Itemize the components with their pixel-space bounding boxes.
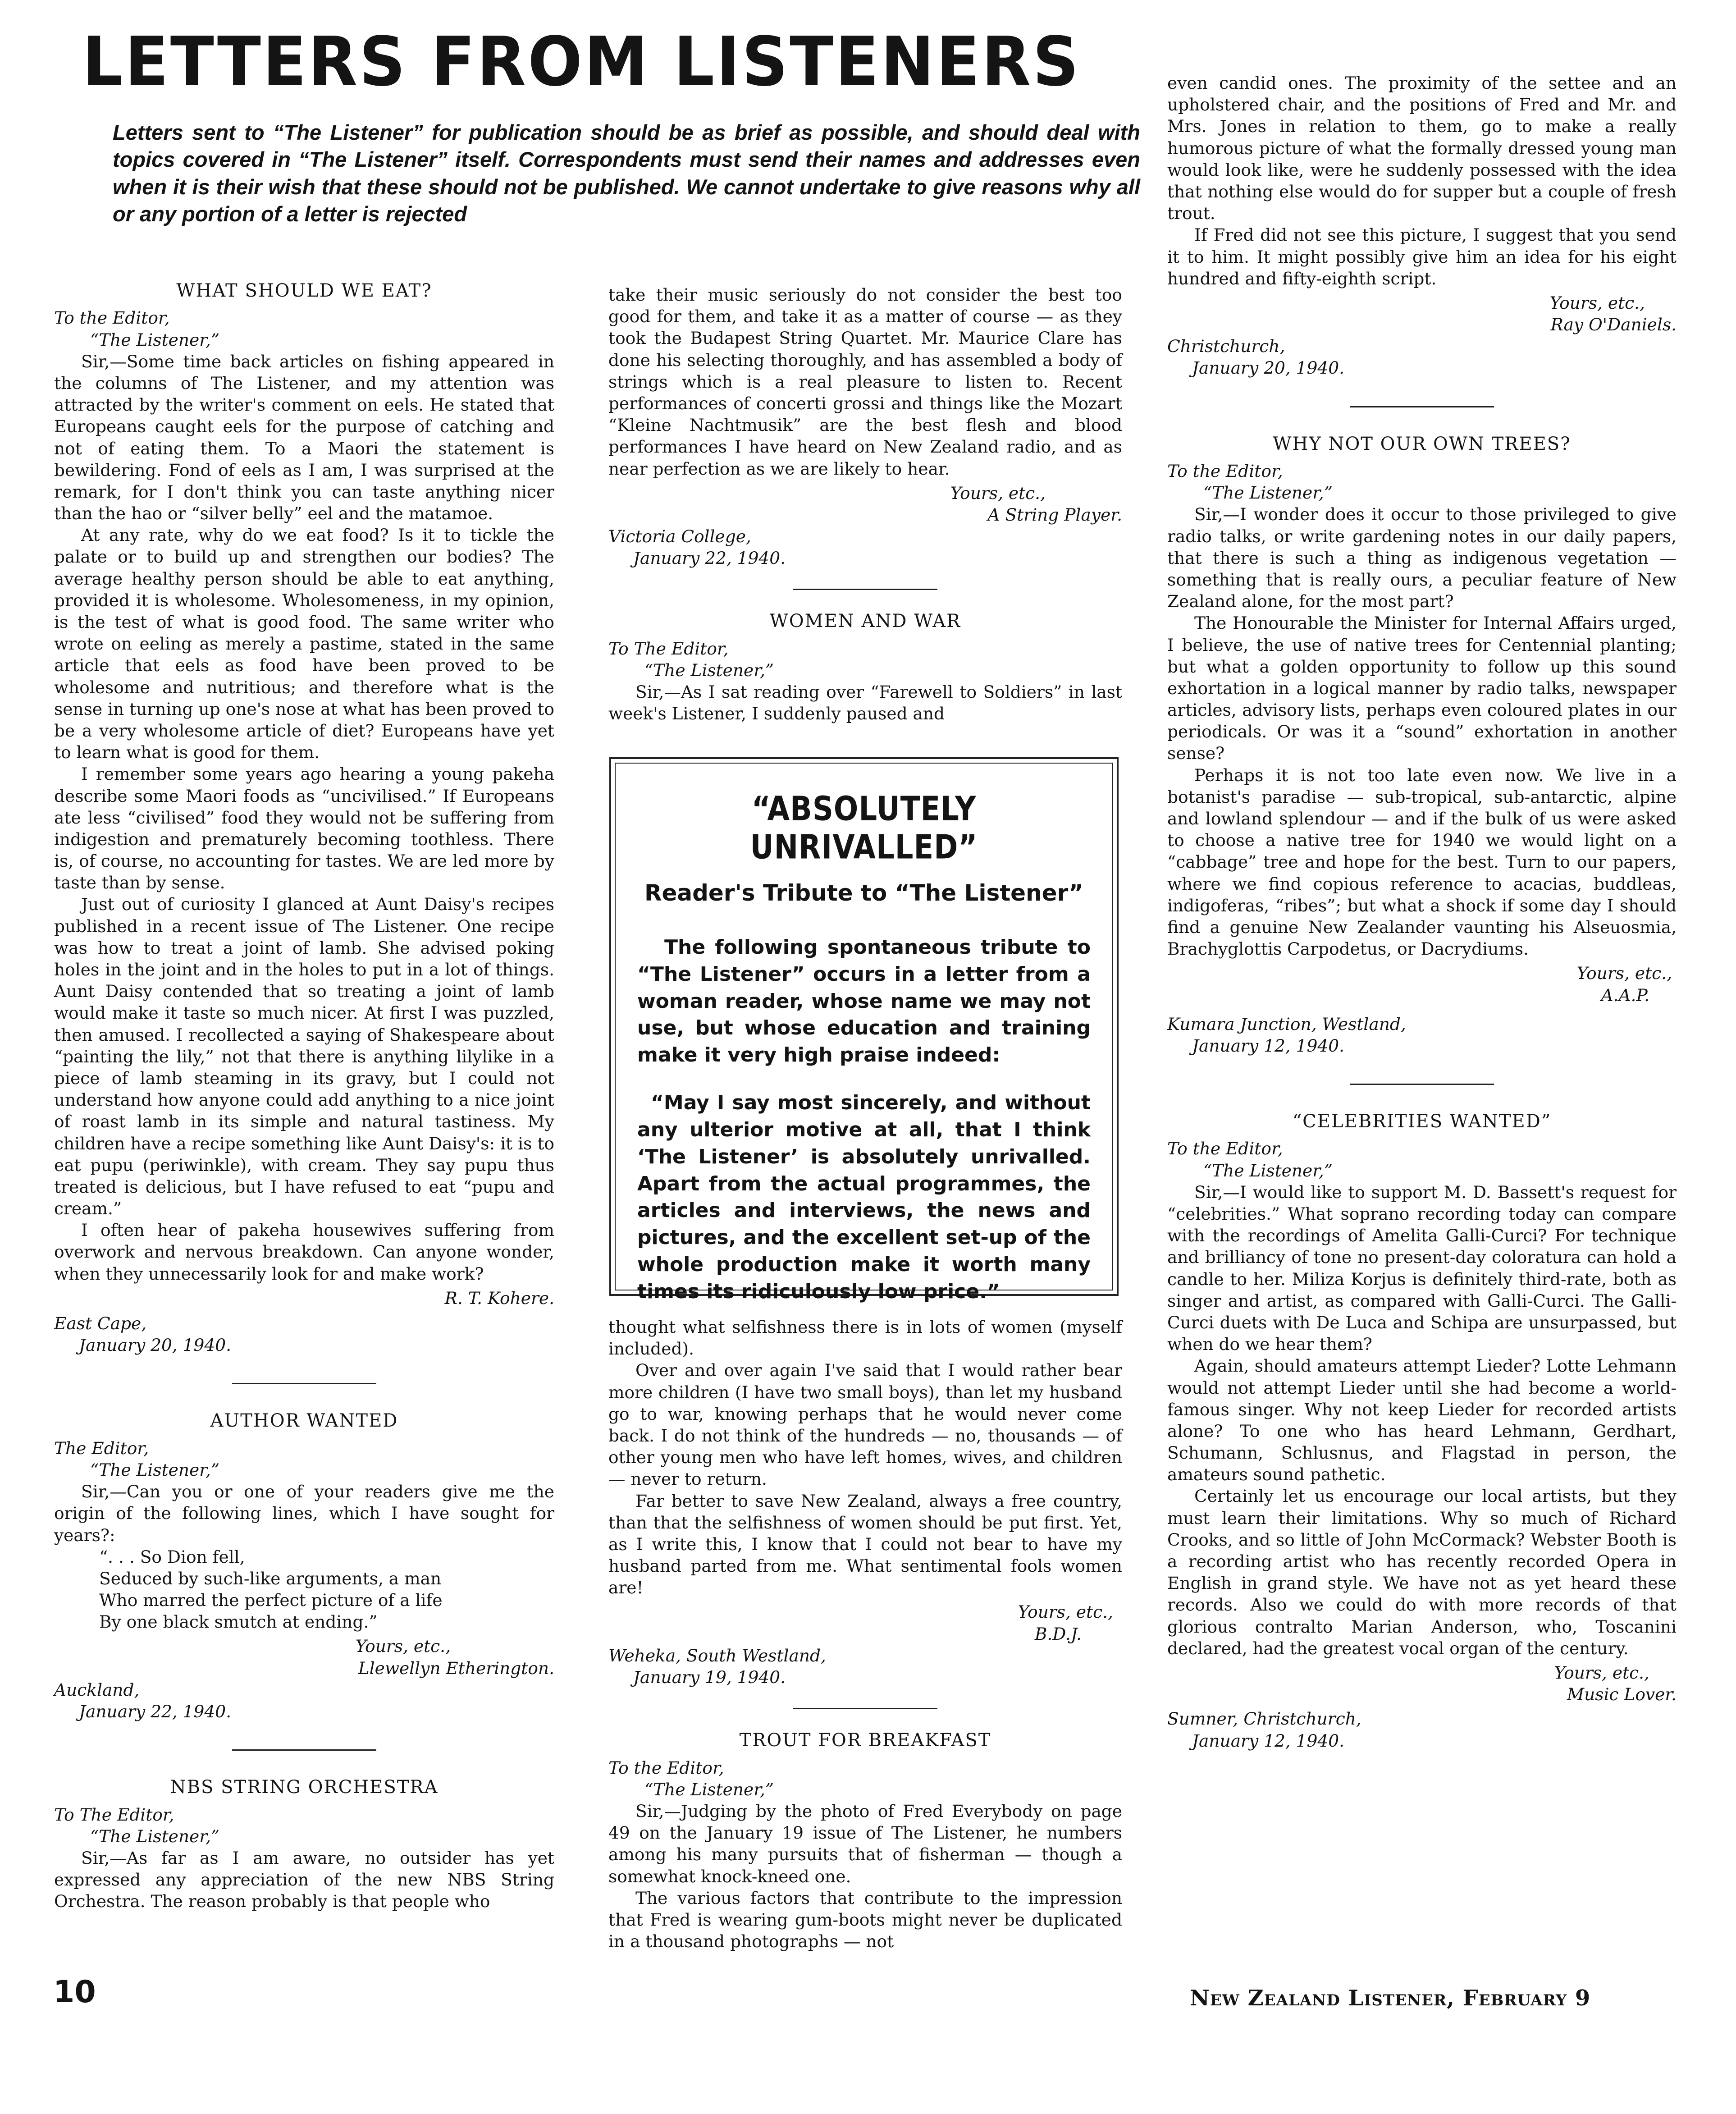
salutation-paper: “The Listener,” bbox=[1203, 483, 1333, 503]
signature: R. T. Kohere. bbox=[444, 1288, 554, 1308]
letter-headline: WOMEN AND WAR bbox=[769, 611, 961, 632]
letter-paragraph: The Honourable the Minister for Internal Affairs urged, I believe, the use of native trees for Centennial planting; but what a golden opportunity to follow up this sound exhortation in a logical manner by radio talks, newspaper articles, advisory lists, perhaps even coloured plates in our periodicals. Or was it a “sound” exhortation in another sense? bbox=[1167, 613, 1677, 764]
letter-paragraph: Far better to save New Zealand, always a free country, than that the selfishness of women should be put first. Yet, as I write this, I know that I could not bear to have my husband parted from me. What sentimental fools women are! bbox=[608, 1491, 1122, 1598]
letter-paragraph: I often hear of pakeha housewives suffering from overwork and nervous breakdown. Can anyone wonder, when they unnecessarily look for and make work? bbox=[54, 1220, 554, 1284]
divider bbox=[1350, 406, 1494, 407]
letter-paragraph: Sir,—I would like to support M. D. Bassett's request for “celebrities.” What soprano recording today can compare with the recordings of Amelita Galli-Curci? For technique and brilliancy of tone no present-day coloratura can hold a candle to her. Miliza Korjus is definitely third-rate, both as singer and artist, as compared with Galli-Curci. The Galli-Curci duets with De Luca and Schipa are unsurpassed, but when do we hear them? bbox=[1167, 1182, 1677, 1354]
page-header bbox=[54, 23, 1140, 228]
letter-date: January 20, 1940. bbox=[79, 1335, 231, 1355]
letter-paragraph: Sir,—Judging by the photo of Fred Everybody on page 49 on the January 19 issue of The Listener, he numbers among his many pursuits that of fisherman — though a somewhat knock-kneed one. bbox=[608, 1801, 1122, 1886]
salutation: The Editor, bbox=[54, 1438, 149, 1458]
salutation: To The Editor, bbox=[608, 638, 729, 659]
sender-place: Sumner, Christchurch, bbox=[1167, 1709, 1361, 1729]
letter-paragraph-continued: even candid ones. The proximity of the settee and an upholstered chair, and the positions of Fred and Mr. and Mrs. Jones in relation to them, go to make a really humorous picture of what the formally dressed young man would look like, were he suddenly possessed with the idea that nothing else would do for supper but a couple of fresh trout. bbox=[1167, 73, 1677, 224]
letter-paragraph: Again, should amateurs attempt Lieder? Lotte Lehmann would not attempt Lieder until she had become a world-famous singer. Why not keep Lieder for recorded artists alone? To one who has heard Lehmann, Gerdhart, Schumann, Schlusnus, and Flagstad in person, the amateurs sound pathetic. bbox=[1167, 1356, 1677, 1485]
masthead: LETTERS FROM LISTENERS bbox=[82, 23, 1081, 101]
column-1 bbox=[54, 279, 554, 1913]
signature: Llewellyn Etherington. bbox=[358, 1658, 554, 1678]
signature-closing: Yours, etc., bbox=[1549, 293, 1645, 313]
column-2 bbox=[608, 284, 1122, 725]
letter-date: January 12, 1940. bbox=[1192, 1035, 1344, 1056]
verse-line: By one black smutch at ending.” bbox=[99, 1612, 378, 1632]
letter-what-should-we-eat bbox=[54, 279, 554, 1356]
letter-paragraph: Perhaps it is not too late even now. We live in a botanist's paradise — sub-tropical, sub-antarctic, alpine and lowland splendour — and if the bulk of us were asked to choose a native tree for 1940 we would light on a “cabbage” tree and hope for the best. Turn to our papers, where we find copious reference to acacias, buddleas, indigoferas, “ribes”; but what a shock if some day I should find a genuine New Zealander vaunting his Alseuosmia, Brachyglottis Carpodetus, or Dacrydiums. bbox=[1167, 765, 1677, 959]
divider bbox=[1350, 1084, 1494, 1085]
letter-paragraph: Sir,—As far as I am aware, no outsider has yet expressed any appreciation of the new NBS String Orchestra. The reason probably is that people who bbox=[54, 1848, 554, 1912]
verse-line: “. . . So Dion fell, bbox=[99, 1547, 245, 1567]
sender-place: East Cape, bbox=[54, 1313, 147, 1334]
salutation: To the Editor, bbox=[1167, 461, 1283, 481]
letter-paragraph: Sir,—Some time back articles on fishing appeared in the columns of The Listener, and my attention was attracted by the writer's comment on eels. He stated that Europeans caught eels for the purpose of catching and not of eating them. To a Maori the statement is bewildering. Fond of eels as I am, I was surprised at the remark, for I don't think you can taste anything nicer than the hao or “silver belly” eel and the matamoe. bbox=[54, 351, 554, 524]
verse-line: Who marred the perfect picture of a life bbox=[99, 1590, 443, 1611]
letter-paragraph: Sir,—Can you or one of your readers give me the origin of the following lines, which I have sought for years?: bbox=[54, 1482, 554, 1545]
letter-date: January 22, 1940. bbox=[633, 548, 786, 568]
letter-paragraph: Sir,—As I sat reading over “Farewell to Soldiers” in last week's Listener, I suddenly paused and bbox=[608, 682, 1122, 724]
letter-author-wanted bbox=[54, 1409, 554, 1722]
divider bbox=[232, 1749, 376, 1751]
sender-place: Auckland, bbox=[54, 1679, 140, 1700]
letter-headline: NBS STRING ORCHESTRA bbox=[170, 1777, 439, 1798]
signature-closing: Yours, etc., bbox=[950, 483, 1046, 503]
signature: Ray O'Daniels. bbox=[1550, 315, 1677, 335]
letter-paragraph-continued: take their music seriously do not consider the best too good for them, and take it as a matter of course — as they took the Budapest String Quartet. Mr. Maurice Clare has done his selecting thoroughly, and has assembled a body of strings which is a real pleasure to listen to. Recent performances of concerti grossi and things like the Mozart “Kleine Nachtmusik” are the best flesh and blood performances I have heard on New Zealand radio, and as near perfection as we are likely to hear. bbox=[608, 285, 1122, 479]
verse-line: Seduced by such-like arguments, a man bbox=[99, 1568, 442, 1588]
letter-paragraph: Certainly let us encourage our local artists, but they must learn their limitations. Why so much of Richard Crooks, and so little of John McCormack? Webster Booth is a recording artist who has recently recorded Opera in English in grand style. We have not as yet heard these records. Also we could do with more records of that glorious contralto Marian Anderson, who, Toscanini declared, had the greatest vocal organ of the century. bbox=[1167, 1486, 1677, 1658]
letter-paragraph-continued: thought what selfishness there is in lots of women (myself included). bbox=[608, 1317, 1122, 1359]
salutation-paper: “The Listener,” bbox=[1203, 1160, 1333, 1181]
page-number: 10 bbox=[53, 1974, 96, 2010]
letter-paragraph: The various factors that contribute to the impression that Fred is wearing gum-boots might never be duplicated in a thousand photographs — not bbox=[608, 1888, 1122, 1952]
salutation-paper: “The Listener,” bbox=[644, 660, 774, 681]
letter-headline: WHAT SHOULD WE EAT? bbox=[176, 280, 432, 301]
column-2-lower bbox=[608, 1316, 1122, 1952]
sender-place: Weheka, South Westland, bbox=[608, 1645, 826, 1666]
letter-headline: “CELEBRITIES WANTED” bbox=[1292, 1111, 1552, 1132]
intro-notice: Letters sent to “The Listener” for publication should be as brief as possible, and should deal with topics covered in “The Listener” itself. Correspondents must send their names and addresses even when it is their wish that these should not be published. We cannot undertake to give reasons why all or any portion of a letter is rejected bbox=[113, 120, 1140, 226]
letter-paragraph: Over and over again I've said that I would rather bear more children (I have two small boys), than let my husband go to war, knowing perhaps that he would never come back. I do not think of the hundreds — no, thousands — of other young men who have left homes, wives, and children — never to return. bbox=[608, 1360, 1122, 1489]
sender-place: Christchurch, bbox=[1167, 336, 1285, 357]
column-3 bbox=[1167, 72, 1677, 1752]
letter-paragraph: I remember some years ago hearing a young pakeha describe some Maori foods as “uncivilised.” If Europeans ate less “civilised” food they would not be suffering from indigestion and prematurely becoming toothless. There is, of course, no accounting for tastes. We are led more by taste than by sense. bbox=[54, 764, 554, 893]
letter-nbs-string-orchestra bbox=[54, 1776, 554, 1912]
divider bbox=[793, 589, 937, 590]
letter-date: January 12, 1940. bbox=[1192, 1730, 1344, 1751]
signature: A.A.P. bbox=[1601, 985, 1649, 1005]
signature: A String Player. bbox=[987, 504, 1122, 525]
salutation: To the Editor, bbox=[608, 1757, 724, 1778]
letter-paragraph: At any rate, why do we eat food? Is it to tickle the palate or to build up and strengthen our bodies? The average healthy person should be able to eat anything, provided it is wholesome. Wholesomeness, in my opinion, is the test of what is good food. The same writer who wrote on eeling as merely a pastime, stated in the same article that eels as food have been proved to be wholesome and nutritious; and therefore what is the sense in turning up one's nose at what has been proved to be a very wholesome article of diet? Europeans have yet to learn what is good for them. bbox=[54, 525, 554, 763]
publication-footer: New Zealand Listener, February 9 bbox=[1190, 1986, 1591, 2011]
sender-place: Victoria College, bbox=[608, 526, 751, 547]
letter-date: January 19, 1940. bbox=[633, 1667, 786, 1687]
signature: Music Lover. bbox=[1567, 1684, 1677, 1705]
letter-date: January 22, 1940. bbox=[79, 1702, 231, 1722]
signature-closing: Yours, etc., bbox=[1554, 1662, 1649, 1683]
signature: B.D.J. bbox=[1034, 1624, 1082, 1644]
letter-headline: WHY NOT OUR OWN TREES? bbox=[1273, 433, 1571, 454]
tribute-box-inner bbox=[615, 763, 1113, 1303]
letter-headline: TROUT FOR BREAKFAST bbox=[739, 1730, 991, 1751]
signature-closing: Yours, etc., bbox=[355, 1636, 451, 1656]
tribute-body: The following spontaneous tribute to “The Listener” occurs in a letter from a woman reader, whose name we may not use, but whose education and training make it very high praise indeed: bbox=[637, 936, 1091, 1067]
divider bbox=[793, 1708, 937, 1709]
letter-date: January 20, 1940. bbox=[1192, 358, 1344, 378]
tribute-title: “ABSOLUTELY UNRIVALLED” bbox=[750, 790, 978, 867]
tribute-box bbox=[609, 757, 1119, 1303]
letter-headline: AUTHOR WANTED bbox=[210, 1410, 398, 1432]
salutation: To The Editor, bbox=[54, 1804, 174, 1825]
salutation-paper: “The Listener,” bbox=[90, 1460, 220, 1480]
signature-closing: Yours, etc., bbox=[1018, 1602, 1113, 1622]
salutation-paper: “The Listener,” bbox=[90, 1826, 220, 1846]
sender-place: Kumara Junction, Westland, bbox=[1167, 1014, 1406, 1034]
signature-closing: Yours, etc., bbox=[1576, 963, 1672, 984]
salutation: To the Editor, bbox=[1167, 1139, 1283, 1159]
divider bbox=[232, 1383, 376, 1384]
salutation-paper: “The Listener,” bbox=[644, 1779, 774, 1799]
tribute-subtitle: Reader's Tribute to “The Listener” bbox=[644, 880, 1084, 906]
letter-paragraph: Sir,—I wonder does it occur to those privileged to give radio talks, or write gardening notes in our daily papers, that there is such a thing as indigenous vegetation — something that is really ours, a peculiar feature of New Zealand alone, for the most part? bbox=[1167, 504, 1677, 612]
tribute-quote: “May I say most sincerely, and without any ulterior motive at all, that I think ‘The Listener’ is absolutely unrivalled. Apart from the actual programmes, the articles and interviews, the news and pictures, and the excellent set-up of the whole production make it worth many times its ridiculously low price.” bbox=[637, 1091, 1091, 1303]
letter-paragraph: Just out of curiosity I glanced at Aunt Daisy's recipes published in a recent issue of The Listener. One recipe was how to treat a joint of lamb. She advised poking holes in the joint and in the holes to put in a lot of things. Aunt Daisy contended that so treating a joint of lamb would make it taste so much nicer. At first I was puzzled, then amused. I recollected a saying of Shakespeare about “painting the lily,” not that there is anything lilylike in a piece of lamb steaming in its gravy, but I could not understand how anyone could add anything to a nice joint of roast lamb in its simple and natural tastiness. My children have a recipe something like Aunt Daisy's: it is to eat pupu (periwinkle), with cream. They say pupu thus treated is delicious, but I have refused to eat “pupu and cream.” bbox=[54, 894, 554, 1219]
salutation: To the Editor, bbox=[54, 308, 170, 328]
letter-paragraph: If Fred did not see this picture, I suggest that you send it to him. It might possibly give him an idea for his eight hundred and fifty-eighth script. bbox=[1167, 225, 1677, 288]
salutation-paper: “The Listener,” bbox=[90, 329, 220, 350]
